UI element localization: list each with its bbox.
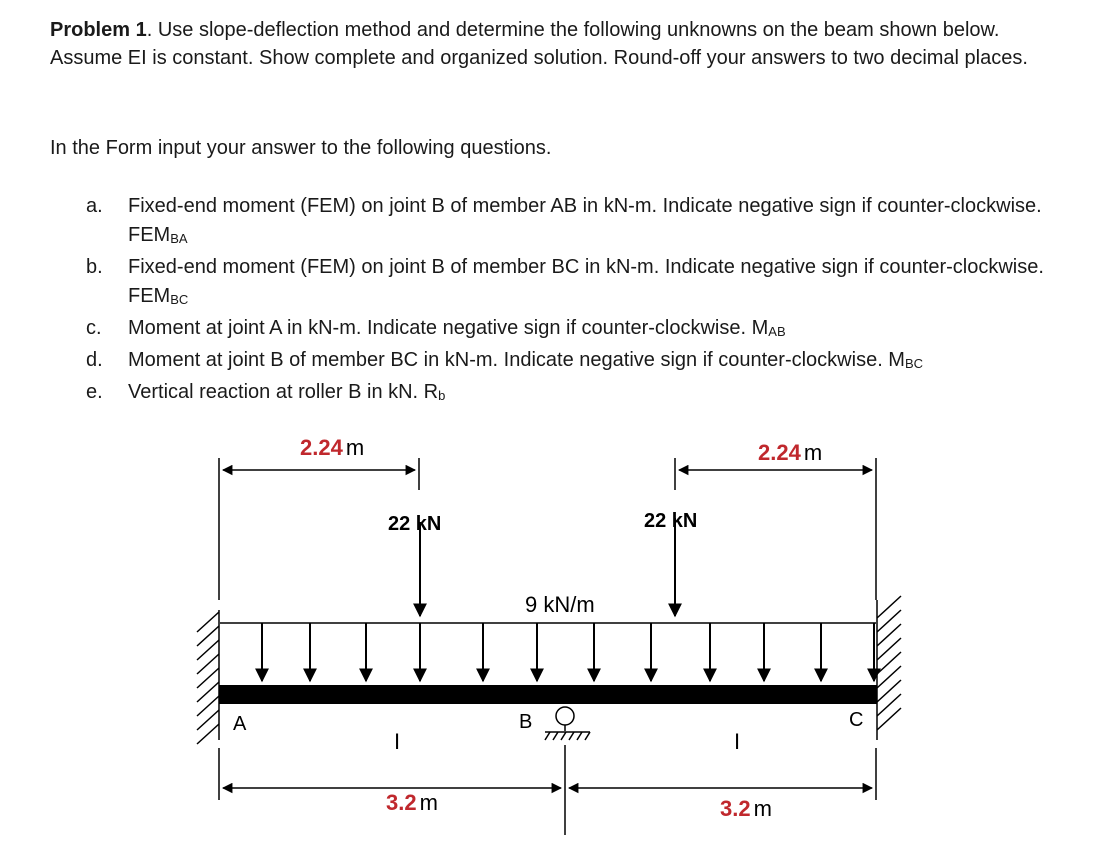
question-subscript: b (438, 388, 446, 403)
question-subscript: BA (170, 231, 188, 246)
question-subscript: AB (768, 324, 786, 339)
question-subscript: BC (170, 292, 189, 307)
problem-text: . Use slope-deflection method and determine the following unknowns on the beam shown below. Assume EI is constant. Show complete and organized solution. Round-off your answers to two decimal places. (50, 19, 1028, 69)
question-letter: c. (86, 317, 102, 339)
roller-support-b (545, 707, 590, 740)
span-bc-label: 3.2 m (720, 796, 772, 821)
question-letter: a. (86, 195, 103, 217)
question-list (50, 192, 1060, 410)
beam-figure (0, 420, 1096, 850)
fixed-support-right (877, 596, 901, 740)
problem-label: Problem 1 (50, 19, 147, 41)
problem-statement (50, 16, 1060, 72)
inertia-right: I (734, 729, 741, 754)
question-letter: e. (86, 381, 103, 403)
question-c (50, 314, 1060, 346)
question-subscript: BC (904, 356, 924, 371)
question-text: Fixed-end moment (FEM) on joint B of member BC in kN-m. Indicate negative sign if counter-clockwise. FEM (128, 256, 1044, 307)
question-letter: b. (86, 256, 103, 278)
dim-top-right-label: 2.24 m (758, 440, 823, 465)
dim-top-right (675, 458, 876, 600)
question-b (50, 253, 1060, 314)
udl-label: 9 kN/m (525, 592, 595, 617)
dim-top-left-label: 2.24 m (300, 435, 365, 460)
label-a: A (233, 713, 247, 735)
fixed-support-left (197, 610, 219, 744)
dim-bottom (219, 745, 876, 835)
question-e (50, 378, 1060, 410)
point-load-right-label: 22 kN (644, 510, 698, 532)
form-intro: In the Form input your answer to the following questions. (50, 137, 552, 159)
inertia-left: I (394, 729, 401, 754)
span-ab-label: 3.2 m (386, 790, 438, 815)
udl-arrows (262, 623, 874, 681)
beam (219, 685, 877, 704)
label-b: B (519, 711, 533, 733)
question-a (50, 192, 1060, 253)
question-letter: d. (86, 349, 103, 371)
question-text: Vertical reaction at roller B in kN. R (128, 381, 439, 403)
question-text: Fixed-end moment (FEM) on joint B of member AB in kN-m. Indicate negative sign if counter-clockwise. FEM (128, 195, 1042, 246)
question-text: Moment at joint A in kN-m. Indicate negative sign if counter-clockwise. M (128, 317, 769, 339)
point-load-left-label: 22 kN (388, 513, 442, 535)
label-c: C (849, 709, 864, 731)
question-text: Moment at joint B of member BC in kN-m. Indicate negative sign if counter-clockwise. M (128, 349, 905, 371)
question-d (50, 346, 1060, 378)
